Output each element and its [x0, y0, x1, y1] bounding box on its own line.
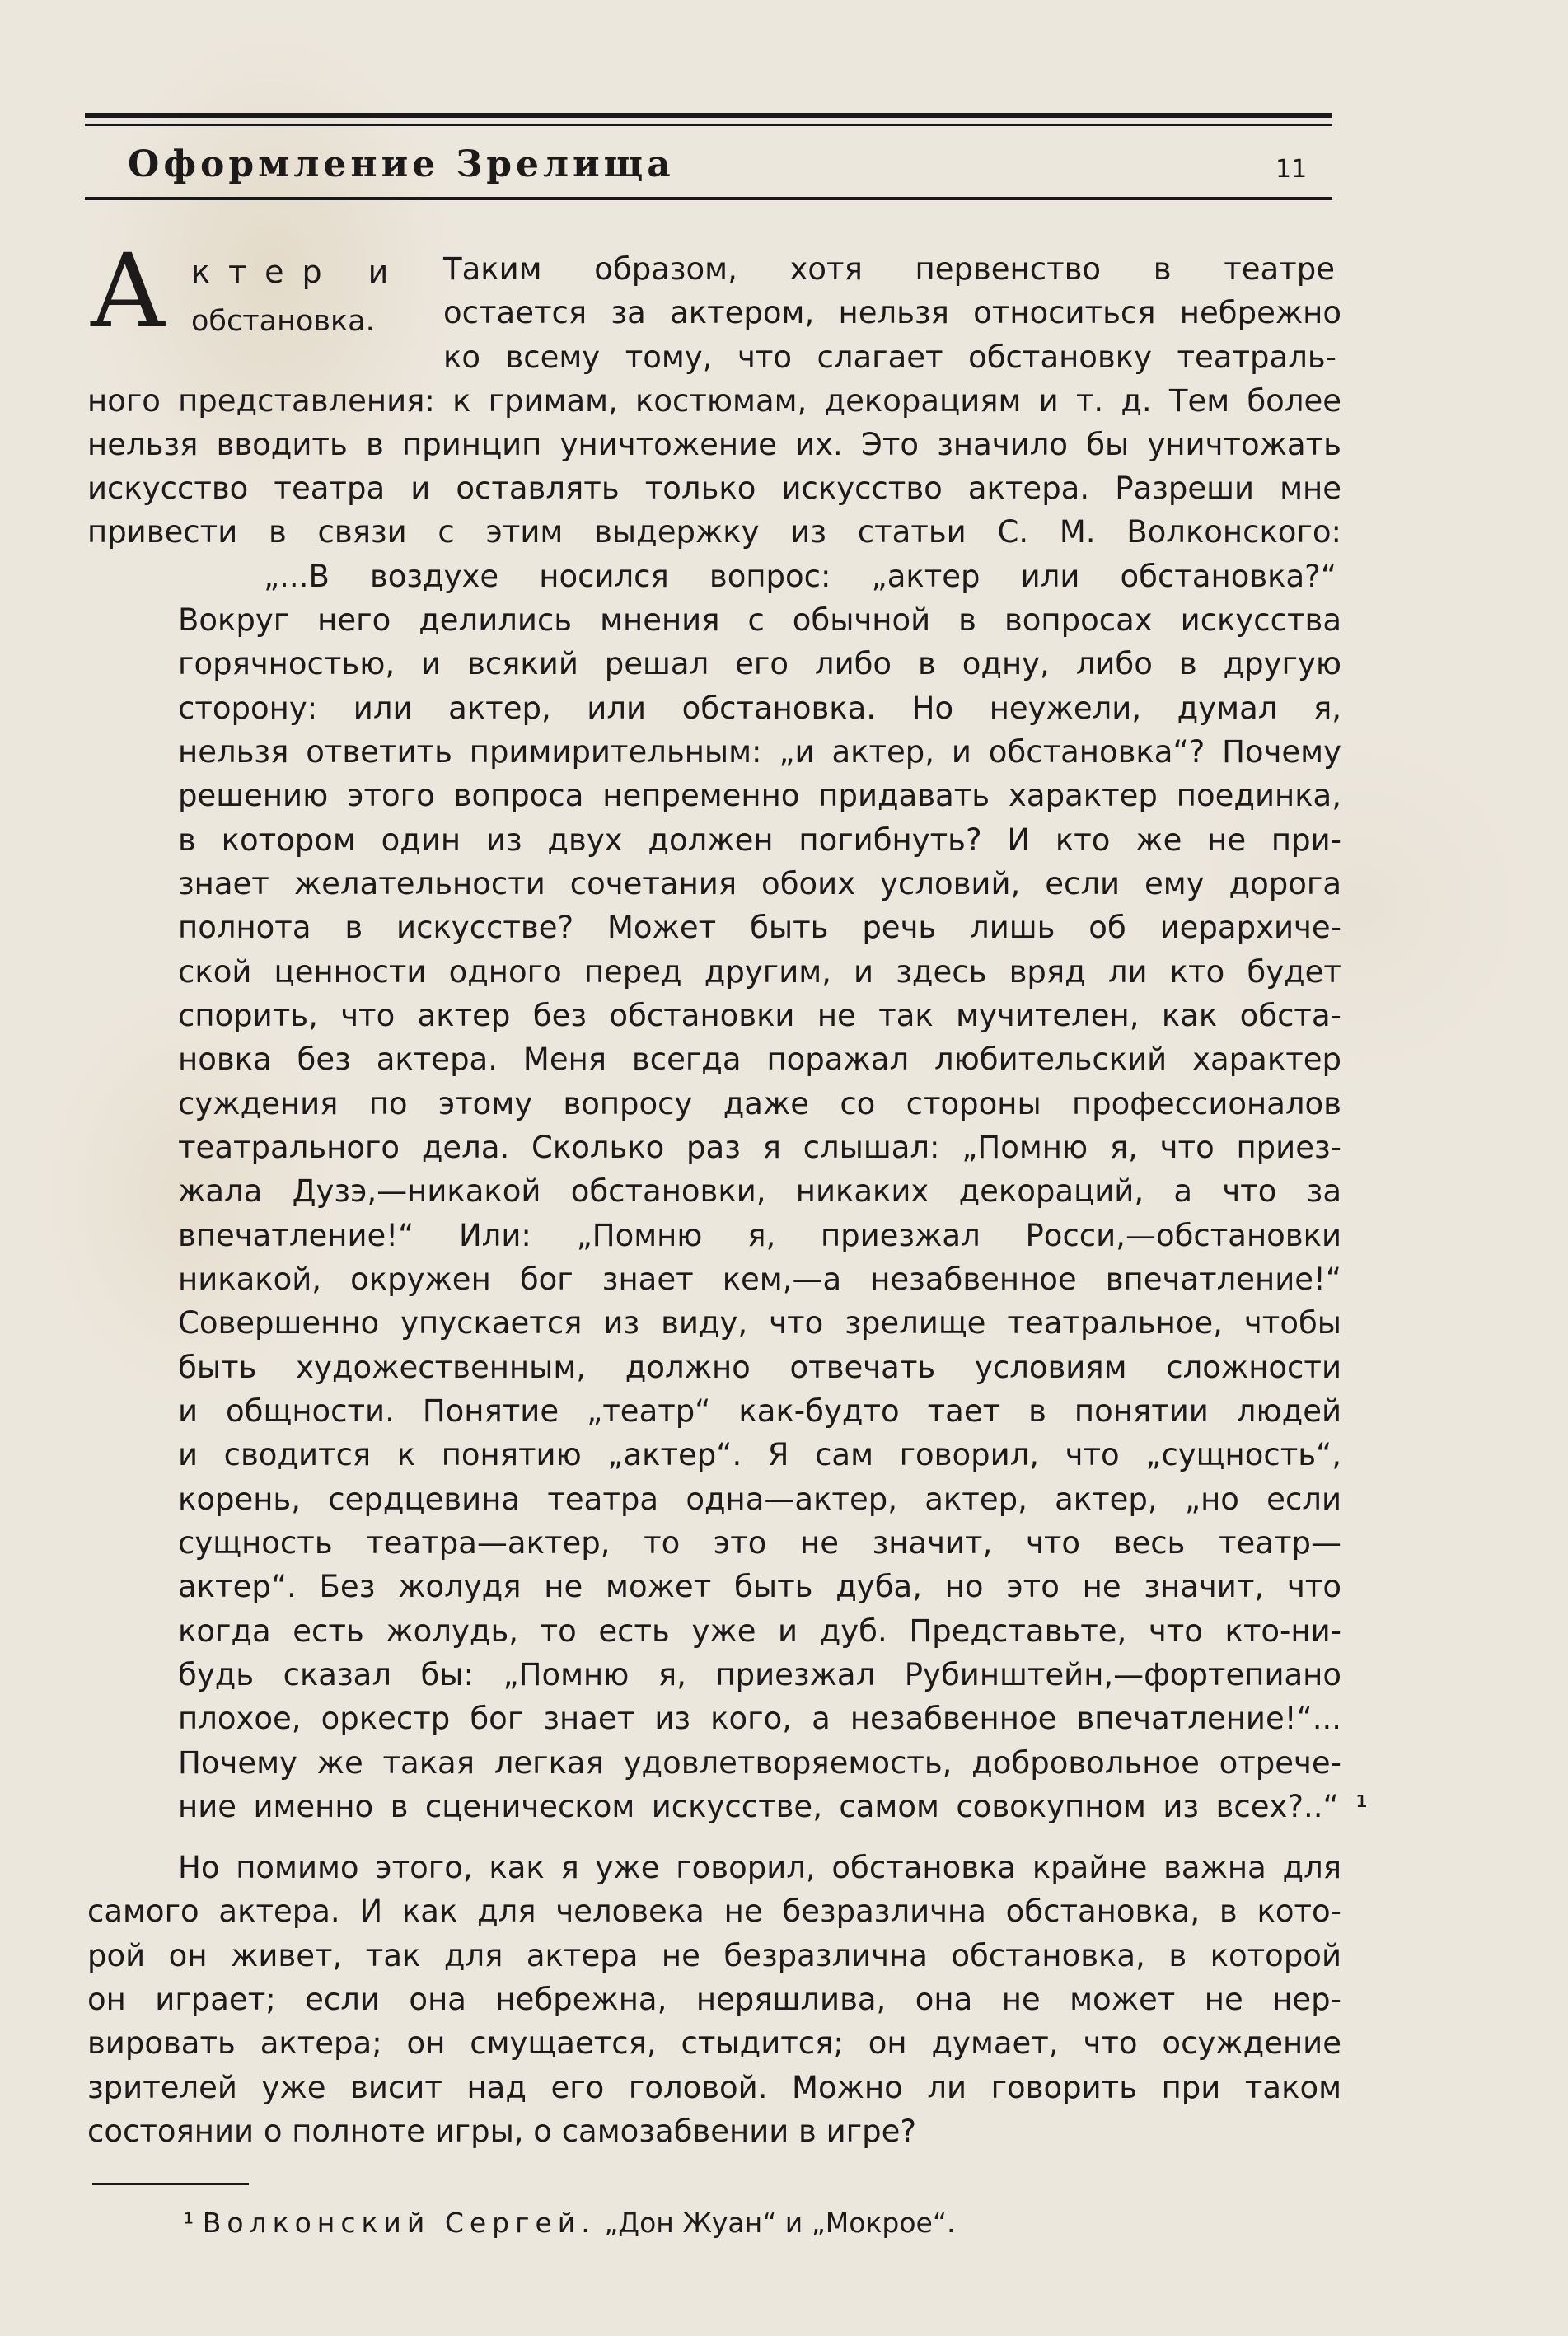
quote-line: нельзя ответить примирительным: „и актер, и обстановка“? Почему [178, 734, 1341, 770]
quote-line: плохое, оркестр бог знает из кого, а незабвенное впечатление!“... [178, 1701, 1341, 1736]
header-rule-bottom [85, 197, 1332, 200]
text-line: искусство театра и оставлять только искусство актера. Разреши мне [87, 470, 1341, 506]
text-line: зрителей уже висит над его головой. Можно ли говорить при таком [87, 2070, 1341, 2105]
side-heading-line-1: ктер и [191, 254, 407, 290]
quote-line: и сводится к понятию „актер“. Я сам говорил, что „сущность“, [178, 1437, 1341, 1472]
footnote-author: Волконский Сергей. [202, 2207, 596, 2239]
quote-line: Почему же такая легкая удовлетворяемость, добровольное отрече- [178, 1745, 1341, 1781]
footnote [183, 2207, 955, 2239]
text-line: нельзя вводить в принцип уничтожение их. Это значило бы уничтожать [87, 427, 1341, 462]
quote-line: когда есть жолудь, то есть уже и дуб. Представьте, что кто-ни- [178, 1613, 1341, 1649]
text-line: привести в связи с этим выдержку из статьи С. М. Волконского: [87, 514, 1341, 550]
text-line: ко всему тому, что слагает обстановку театраль- [443, 339, 1336, 375]
drop-cap: А [89, 232, 166, 351]
quote-line: корень, сердцевина театра одна—актер, актер, актер, „но если [178, 1482, 1341, 1517]
quote-line: ние именно в сценическом искусстве, самом совокупном из всех?..“ ¹ [178, 1789, 1368, 1824]
quote-line: театрального дела. Сколько раз я слышал: „Помню я, что приез- [178, 1130, 1341, 1165]
text-line: ного представления: к гримам, костюмам, декорациям и т. д. Тем более [87, 383, 1341, 419]
quote-line: сторону: или актер, или обстановка. Но неужели, думал я, [178, 691, 1341, 726]
text-line: вировать актера; он смущается, стыдится; он думает, что осуждение [87, 2025, 1341, 2061]
quote-line: и общности. Понятие „театр“ как-будто тает в понятии людей [178, 1393, 1341, 1429]
running-title: Оформление Зрелища [128, 143, 675, 185]
quote-line: впечатление!“ Или: „Помню я, приезжал Росси,—обстановки [178, 1218, 1341, 1253]
quote-line: знает желательности сочетания обоих условий, если ему дорога [178, 866, 1341, 901]
quote-line: Вокруг него делились мнения с обычной в вопросах искусства [178, 602, 1341, 638]
quote-line: решению этого вопроса непременно придавать характер поединка, [178, 778, 1341, 813]
quote-line: ской ценности одного перед другим, и здесь вряд ли кто будет [178, 954, 1341, 990]
quote-line: в котором один из двух должен погибнуть? И кто же не при- [178, 822, 1341, 858]
footnote-title: „Дон Жуан“ и „Мокрое“. [604, 2207, 956, 2239]
text-line: он играет; если она небрежна, неряшлива, она не может не нер- [87, 1982, 1341, 2017]
text-line: рой он живет, так для актера не безразлична обстановка, в которой [87, 1938, 1341, 1973]
quote-line: никакой, окружен бог знает кем,—а незабвенное впечатление!“ [178, 1262, 1341, 1297]
quote-line: спорить, что актер без обстановки не так мучителен, как обста- [178, 998, 1341, 1033]
quote-line: полнота в искусстве? Может быть речь лишь об иерархиче- [178, 910, 1341, 945]
quote-line: горячностью, и всякий решал его либо в одну, либо в другую [178, 646, 1341, 681]
quote-line: сущность театра—актер, то это не значит, что весь театр— [178, 1525, 1341, 1561]
side-heading-line-2: обстановка. [191, 305, 375, 338]
text-line: Но помимо этого, как я уже говорил, обстановка крайне важна для [178, 1850, 1341, 1885]
header-rule-top-thin [85, 124, 1332, 126]
page-number: 11 [1275, 155, 1308, 184]
footnote-marker: ¹ [183, 2207, 194, 2239]
quote-line: актер“. Без жолудя не может быть дуба, но это не значит, что [178, 1569, 1341, 1604]
text-line: остается за актером, нельзя относиться небрежно [443, 295, 1341, 330]
text-line: самого актера. И как для человека не безразлична обстановка, в кото- [87, 1894, 1341, 1929]
quote-line: „...В воздухе носился вопрос: „актер или обстановка?“ [264, 559, 1336, 594]
quote-line: Совершенно упускается из виду, что зрелище театральное, чтобы [178, 1305, 1341, 1341]
text-line: Таким образом, хотя первенство в театре [443, 251, 1335, 287]
quote-line: суждения по этому вопросу даже со стороны профессионалов [178, 1086, 1341, 1121]
quote-line: быть художественным, должно отвечать условиям сложности [178, 1350, 1341, 1385]
text-line: состоянии о полноте игры, о самозабвении в игре? [87, 2114, 916, 2149]
header-rule-top [85, 113, 1332, 118]
footnote-rule [92, 2183, 249, 2185]
quote-line: будь сказал бы: „Помню я, приезжал Рубинштейн,—фортепиано [178, 1657, 1341, 1692]
quote-line: жала Дузэ,—никакой обстановки, никаких декораций, а что за [178, 1173, 1341, 1209]
quote-line: новка без актера. Меня всегда поражал любительский характер [178, 1042, 1341, 1077]
